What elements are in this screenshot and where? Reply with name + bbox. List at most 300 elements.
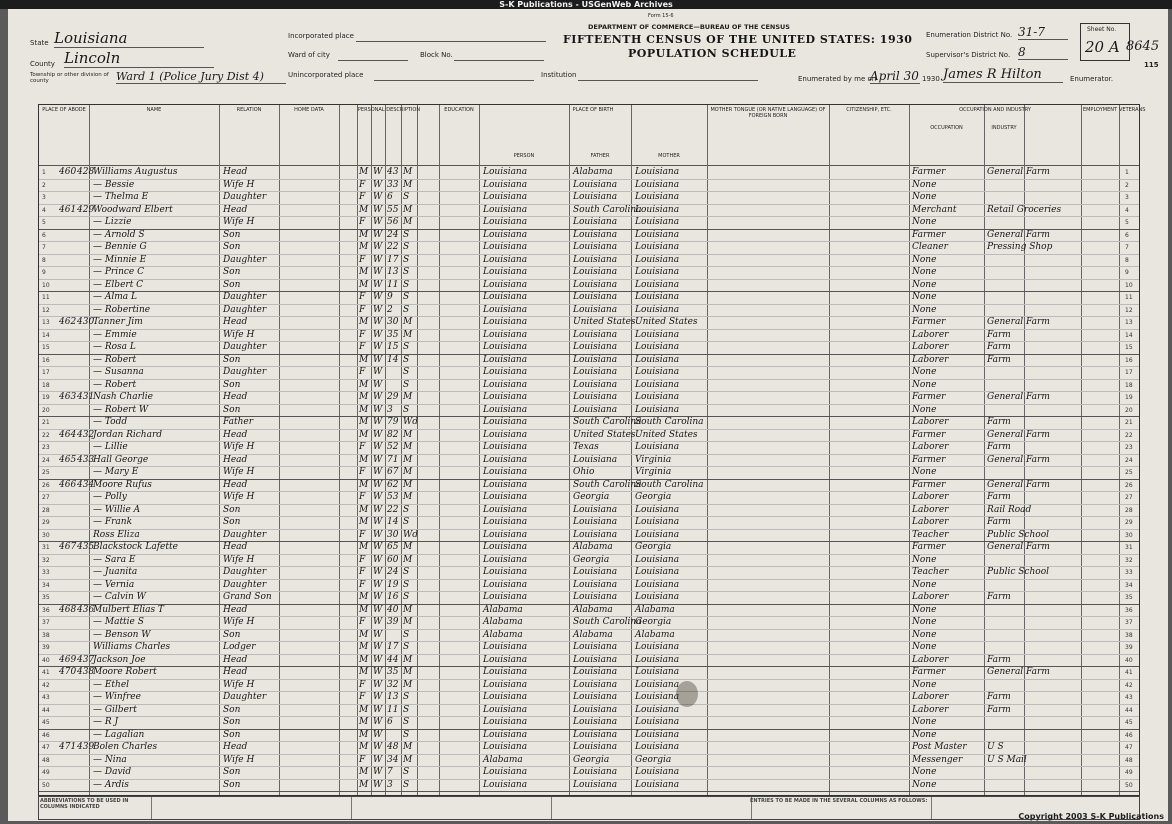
race: W <box>373 629 383 640</box>
person-name: — Polly <box>93 492 127 502</box>
row-number: 40 <box>42 656 50 664</box>
occupation: Farmer <box>912 392 946 402</box>
father-birthplace: Ohio <box>573 467 595 477</box>
person-name: — Mary E <box>93 467 139 477</box>
col-personal: PERSONAL DESCRIPTION <box>357 107 421 113</box>
row-number: 33 <box>1125 569 1133 576</box>
marital-status: M <box>403 467 413 477</box>
mother-birthplace: Louisiana <box>635 742 680 752</box>
birthplace: Louisiana <box>483 392 528 402</box>
row-number: 36 <box>1125 606 1133 614</box>
sex: F <box>359 254 366 265</box>
father-birthplace: Alabama <box>573 167 613 177</box>
person-name: Blackstock Lafette <box>93 542 178 552</box>
marital-status: M <box>403 454 413 465</box>
relation: Son <box>223 504 241 515</box>
relation: Son <box>223 379 241 390</box>
row-number: 4 <box>1125 206 1129 214</box>
sex: M <box>359 454 369 465</box>
industry: Farm <box>987 354 1011 365</box>
marital-status: S <box>403 579 410 590</box>
col-mother-tongue: MOTHER TONGUE (OR NATIVE LANGUAGE) OF FOREIGN BORN <box>710 107 826 119</box>
census-row <box>39 442 1139 453</box>
sheet-box <box>1080 23 1130 61</box>
row-number: 48 <box>42 756 50 764</box>
father-birthplace: Louisiana <box>573 654 618 665</box>
sex: F <box>359 217 366 227</box>
sex: M <box>359 654 369 665</box>
relation: Head <box>223 167 248 177</box>
birthplace: Louisiana <box>483 217 528 227</box>
family-number: 436 <box>77 604 95 615</box>
age: 11 <box>387 704 399 715</box>
marital-status: S <box>403 267 410 277</box>
birthplace: Louisiana <box>483 204 528 215</box>
age: 35 <box>387 329 399 340</box>
col-relation: RELATION <box>236 107 262 113</box>
occupation: Laborer <box>912 342 949 352</box>
row-number: 20 <box>42 406 50 414</box>
mother-birthplace: Louisiana <box>635 692 680 702</box>
row-number: 10 <box>42 281 50 289</box>
col-name: NAME <box>146 107 162 113</box>
row-number: 13 <box>1125 319 1133 326</box>
mother-birthplace: Louisiana <box>635 192 680 202</box>
mother-birthplace: Louisiana <box>635 667 680 677</box>
header-divider <box>39 165 1139 166</box>
census-row <box>39 555 1139 566</box>
age: 24 <box>387 567 399 577</box>
marital-status: S <box>403 367 410 377</box>
county-label: County <box>30 60 55 68</box>
industry: Farm <box>987 442 1011 452</box>
row-number: 21 <box>1125 419 1133 426</box>
row-number: 47 <box>42 744 50 751</box>
birthplace: Louisiana <box>483 642 528 652</box>
birthplace: Louisiana <box>483 442 528 452</box>
row-number: 32 <box>1125 556 1133 564</box>
row-number: 18 <box>42 381 50 389</box>
census-row <box>39 692 1139 703</box>
father-birthplace: Louisiana <box>573 704 618 715</box>
sex: M <box>359 479 369 490</box>
mother-birthplace: Louisiana <box>635 767 680 777</box>
row-number: 1 <box>1125 169 1129 176</box>
marital-status: S <box>403 379 410 390</box>
row-number: 18 <box>1125 381 1133 389</box>
mother-birthplace: Louisiana <box>635 517 680 527</box>
sex: M <box>359 354 369 365</box>
row-number: 19 <box>42 394 50 401</box>
birthplace: Louisiana <box>483 592 528 602</box>
sex: M <box>359 742 369 752</box>
row-number: 27 <box>1125 494 1133 501</box>
dwelling-number: 469 <box>59 654 77 665</box>
row-number: 30 <box>42 531 50 539</box>
person-name: — Sara E <box>93 554 136 565</box>
birthplace: Louisiana <box>483 454 528 465</box>
industry: Rail Road <box>987 504 1032 515</box>
census-row <box>39 742 1139 753</box>
birthplace: Louisiana <box>483 429 528 440</box>
relation: Son <box>223 404 241 415</box>
census-row <box>39 517 1139 528</box>
race: W <box>373 592 383 602</box>
occupation: None <box>912 217 937 227</box>
race: W <box>373 429 383 440</box>
occupation: None <box>912 367 937 377</box>
person-name: — Bennie G <box>93 242 147 252</box>
occupation: None <box>912 179 937 190</box>
census-row <box>39 205 1139 216</box>
sex: M <box>359 242 369 252</box>
marital-status: S <box>403 729 410 740</box>
industry: Farm <box>987 329 1011 340</box>
race: W <box>373 279 383 290</box>
row-number: 31 <box>42 544 50 551</box>
row-number: 26 <box>42 481 50 489</box>
row-number: 35 <box>42 594 50 601</box>
dwelling-number: 466 <box>59 479 77 490</box>
industry: U S <box>987 742 1004 752</box>
father-birthplace: United States <box>573 429 636 440</box>
col-occupation: OCCUPATION <box>930 125 963 131</box>
sex: M <box>359 767 369 777</box>
census-row <box>39 330 1139 341</box>
age: 14 <box>387 517 399 527</box>
mother-birthplace: Louisiana <box>635 354 680 365</box>
person-name: — Lagalian <box>93 729 145 740</box>
census-title: FIFTEENTH CENSUS OF THE UNITED STATES: 1930 <box>563 33 913 46</box>
row-number: 49 <box>42 769 50 776</box>
race: W <box>373 479 383 490</box>
sex: M <box>359 504 369 515</box>
occupation: Teacher <box>912 529 949 540</box>
relation: Daughter <box>223 254 267 265</box>
father-birthplace: Louisiana <box>573 267 618 277</box>
row-number: 30 <box>1125 531 1133 539</box>
person-name: Hall George <box>93 454 149 465</box>
person-name: — Ardis <box>93 779 129 790</box>
dwelling-number: 467 <box>59 542 77 552</box>
person-name: — Frank <box>93 517 133 527</box>
relation: Wife H <box>223 679 255 690</box>
industry: General Farm <box>987 167 1050 177</box>
sex: M <box>359 317 369 327</box>
occupation: Laborer <box>912 442 949 452</box>
father-birthplace: Louisiana <box>573 567 618 577</box>
row-number: 13 <box>42 319 50 326</box>
relation: Head <box>223 654 248 665</box>
row-number: 39 <box>42 644 50 651</box>
birthplace: Louisiana <box>483 717 528 727</box>
birthplace: Louisiana <box>483 742 528 752</box>
row-number: 3 <box>42 194 46 201</box>
relation: Wife H <box>223 617 255 627</box>
mother-birthplace: Virginia <box>635 454 672 465</box>
sex: F <box>359 192 366 202</box>
dwelling-number: 470 <box>59 667 77 677</box>
race: W <box>373 542 383 552</box>
occupation: Farmer <box>912 667 946 677</box>
race: W <box>373 554 383 565</box>
entries-legend: ENTRIES TO BE MADE IN THE SEVERAL COLUMNS AS FOLLOWS: <box>749 797 932 819</box>
marital-status: M <box>403 392 413 402</box>
mother-birthplace: Louisiana <box>635 529 680 540</box>
occupation: Farmer <box>912 229 946 240</box>
dwelling-number: 471 <box>59 742 77 752</box>
mother-birthplace: Louisiana <box>635 554 680 565</box>
race: W <box>373 217 383 227</box>
dwelling-number: 462 <box>59 317 77 327</box>
census-row <box>39 380 1139 391</box>
occupation: Cleaner <box>912 242 948 252</box>
father-birthplace: South Carolina <box>573 417 642 427</box>
age: 24 <box>387 229 399 240</box>
relation: Daughter <box>223 579 267 590</box>
industry: General Farm <box>987 229 1050 240</box>
census-row <box>39 580 1139 591</box>
race: W <box>373 317 383 327</box>
marital-status: M <box>403 554 413 565</box>
relation: Daughter <box>223 529 267 540</box>
race: W <box>373 267 383 277</box>
sex: M <box>359 404 369 415</box>
census-row <box>39 342 1139 353</box>
person-name: — Thelma E <box>93 192 149 202</box>
row-number: 16 <box>1125 356 1133 364</box>
row-number: 23 <box>42 444 50 451</box>
person-name: — Susanna <box>93 367 144 377</box>
census-row <box>39 280 1139 291</box>
mother-birthplace: Louisiana <box>635 267 680 277</box>
mother-birthplace: Louisiana <box>635 404 680 415</box>
age: 44 <box>387 654 399 665</box>
sex: M <box>359 417 369 427</box>
sex: F <box>359 329 366 340</box>
father-birthplace: Texas <box>573 442 599 452</box>
industry: Retail Groceries <box>987 204 1062 215</box>
age: 39 <box>387 617 399 627</box>
occupation: Laborer <box>912 417 949 427</box>
block-line <box>454 50 544 61</box>
sex: F <box>359 342 366 352</box>
race: W <box>373 379 383 390</box>
sex: M <box>359 704 369 715</box>
relation: Son <box>223 229 241 240</box>
mother-birthplace: Louisiana <box>635 379 680 390</box>
father-birthplace: Louisiana <box>573 717 618 727</box>
census-row <box>39 680 1139 691</box>
sex: F <box>359 367 366 377</box>
mother-birthplace: Georgia <box>635 617 672 627</box>
county-value: Lincoln <box>64 49 214 68</box>
father-birthplace: Louisiana <box>573 217 618 227</box>
state-label: State <box>30 39 49 47</box>
row-number: 25 <box>1125 469 1133 476</box>
form-no: Form 15-6 <box>648 13 674 19</box>
sex: F <box>359 442 366 452</box>
enum-district-label: Enumeration District No. <box>926 31 1013 39</box>
mother-birthplace: United States <box>635 317 698 327</box>
occupation: None <box>912 617 937 627</box>
birthplace: Louisiana <box>483 654 528 665</box>
birthplace: Louisiana <box>483 767 528 777</box>
relation: Head <box>223 604 248 615</box>
row-number: 24 <box>1125 456 1133 464</box>
supervisor-label: Supervisor's District No. <box>926 51 1011 59</box>
marital-status: S <box>403 779 410 790</box>
age: 62 <box>387 479 399 490</box>
race: W <box>373 567 383 577</box>
birthplace: Louisiana <box>483 679 528 690</box>
occupation: None <box>912 629 937 640</box>
occupation: Laborer <box>912 492 949 502</box>
archive-banner: S-K Publications - USGenWeb Archives <box>0 0 1172 9</box>
footer-legend <box>38 796 1140 820</box>
person-name: Moore Robert <box>93 667 157 677</box>
industry: Farm <box>987 517 1011 527</box>
age: 48 <box>387 742 399 752</box>
occupation: None <box>912 642 937 652</box>
row-number: 28 <box>42 506 50 514</box>
occupation: None <box>912 379 937 390</box>
census-row <box>39 530 1139 541</box>
marital-status: S <box>403 692 410 702</box>
occupation: Laborer <box>912 592 949 602</box>
birthplace: Louisiana <box>483 367 528 377</box>
person-name: — Calvin W <box>93 592 146 602</box>
dwelling-number: 464 <box>59 429 77 440</box>
marital-status: S <box>403 254 410 265</box>
occupation: None <box>912 254 937 265</box>
marital-status: S <box>403 717 410 727</box>
census-sheet <box>8 9 1168 821</box>
marital-status: S <box>403 229 410 240</box>
race: W <box>373 504 383 515</box>
row-number: 9 <box>42 269 46 276</box>
census-row <box>39 180 1139 191</box>
row-number: 2 <box>1125 181 1129 189</box>
birthplace: Louisiana <box>483 779 528 790</box>
race: W <box>373 754 383 765</box>
sex: M <box>359 279 369 290</box>
person-name: — David <box>93 767 132 777</box>
birthplace: Louisiana <box>483 404 528 415</box>
relation: Wife H <box>223 179 255 190</box>
dwelling-number: 460 <box>59 167 77 177</box>
sex: M <box>359 667 369 677</box>
mother-birthplace: Louisiana <box>635 242 680 252</box>
birthplace: Louisiana <box>483 342 528 352</box>
row-number: 17 <box>42 369 50 376</box>
father-birthplace: Georgia <box>573 754 610 765</box>
relation: Daughter <box>223 304 267 315</box>
race: W <box>373 417 383 427</box>
mother-birthplace: Louisiana <box>635 642 680 652</box>
race: W <box>373 442 383 452</box>
age: 65 <box>387 542 399 552</box>
birthplace: Louisiana <box>483 517 528 527</box>
birthplace: Louisiana <box>483 179 528 190</box>
father-birthplace: Louisiana <box>573 179 618 190</box>
family-number: 432 <box>77 429 95 440</box>
row-number: 45 <box>42 719 50 726</box>
age: 2 <box>387 304 393 315</box>
race: W <box>373 667 383 677</box>
marital-status: Wd <box>403 417 419 427</box>
row-number: 7 <box>42 244 46 251</box>
sex: M <box>359 204 369 215</box>
industry: General Farm <box>987 429 1050 440</box>
sex: F <box>359 754 366 765</box>
age: 30 <box>387 317 399 327</box>
birthplace: Louisiana <box>483 192 528 202</box>
father-birthplace: Georgia <box>573 554 610 565</box>
abbrev-legend: ABBREVIATIONS TO BE USED IN COLUMNS INDICATED <box>39 797 152 819</box>
age: 22 <box>387 242 399 252</box>
birthplace: Louisiana <box>483 242 528 252</box>
col-home-data: HOME DATA <box>294 107 324 113</box>
person-name: — Vernia <box>93 579 135 590</box>
birthplace: Alabama <box>483 604 523 615</box>
census-row <box>39 242 1139 253</box>
age: 43 <box>387 167 399 177</box>
race: W <box>373 717 383 727</box>
family-number: 438 <box>77 667 95 677</box>
person-name: — Prince C <box>93 267 145 277</box>
census-row <box>39 305 1139 316</box>
race: W <box>373 492 383 502</box>
marital-status: M <box>403 742 413 752</box>
row-number: 5 <box>1125 219 1129 226</box>
birthplace: Alabama <box>483 617 523 627</box>
person-name: — Willie A <box>93 504 141 515</box>
sex: M <box>359 167 369 177</box>
industry: Farm <box>987 692 1011 702</box>
father-birthplace: Louisiana <box>573 304 618 315</box>
father-birthplace: Louisiana <box>573 767 618 777</box>
father-birthplace: Louisiana <box>573 692 618 702</box>
col-employment: EMPLOYMENT <box>1082 107 1118 113</box>
person-name: — Alma L <box>93 292 137 302</box>
father-birthplace: Louisiana <box>573 404 618 415</box>
person-name: Ross Eliza <box>93 529 140 540</box>
occupation: None <box>912 579 937 590</box>
father-birthplace: Louisiana <box>573 329 618 340</box>
industry: General Farm <box>987 667 1050 677</box>
enumerator-label: Enumerator. <box>1070 75 1114 83</box>
census-row <box>39 617 1139 628</box>
father-birthplace: Louisiana <box>573 729 618 740</box>
row-number: 12 <box>42 306 50 314</box>
father-birthplace: Louisiana <box>573 742 618 752</box>
mother-birthplace: Louisiana <box>635 654 680 665</box>
birthplace: Louisiana <box>483 667 528 677</box>
institution-label: Institution <box>541 71 577 79</box>
relation: Head <box>223 317 248 327</box>
census-row <box>39 755 1139 766</box>
person-name: — Nina <box>93 754 127 765</box>
birthplace: Louisiana <box>483 479 528 490</box>
sex: M <box>359 642 369 652</box>
marital-status: S <box>403 354 410 365</box>
col-person: PERSON <box>513 153 535 159</box>
copyright: Copyright 2003 S-K Publications <box>1018 812 1164 821</box>
row-number: 16 <box>42 356 50 364</box>
person-name: Tanner Jim <box>93 317 143 327</box>
census-row <box>39 405 1139 416</box>
